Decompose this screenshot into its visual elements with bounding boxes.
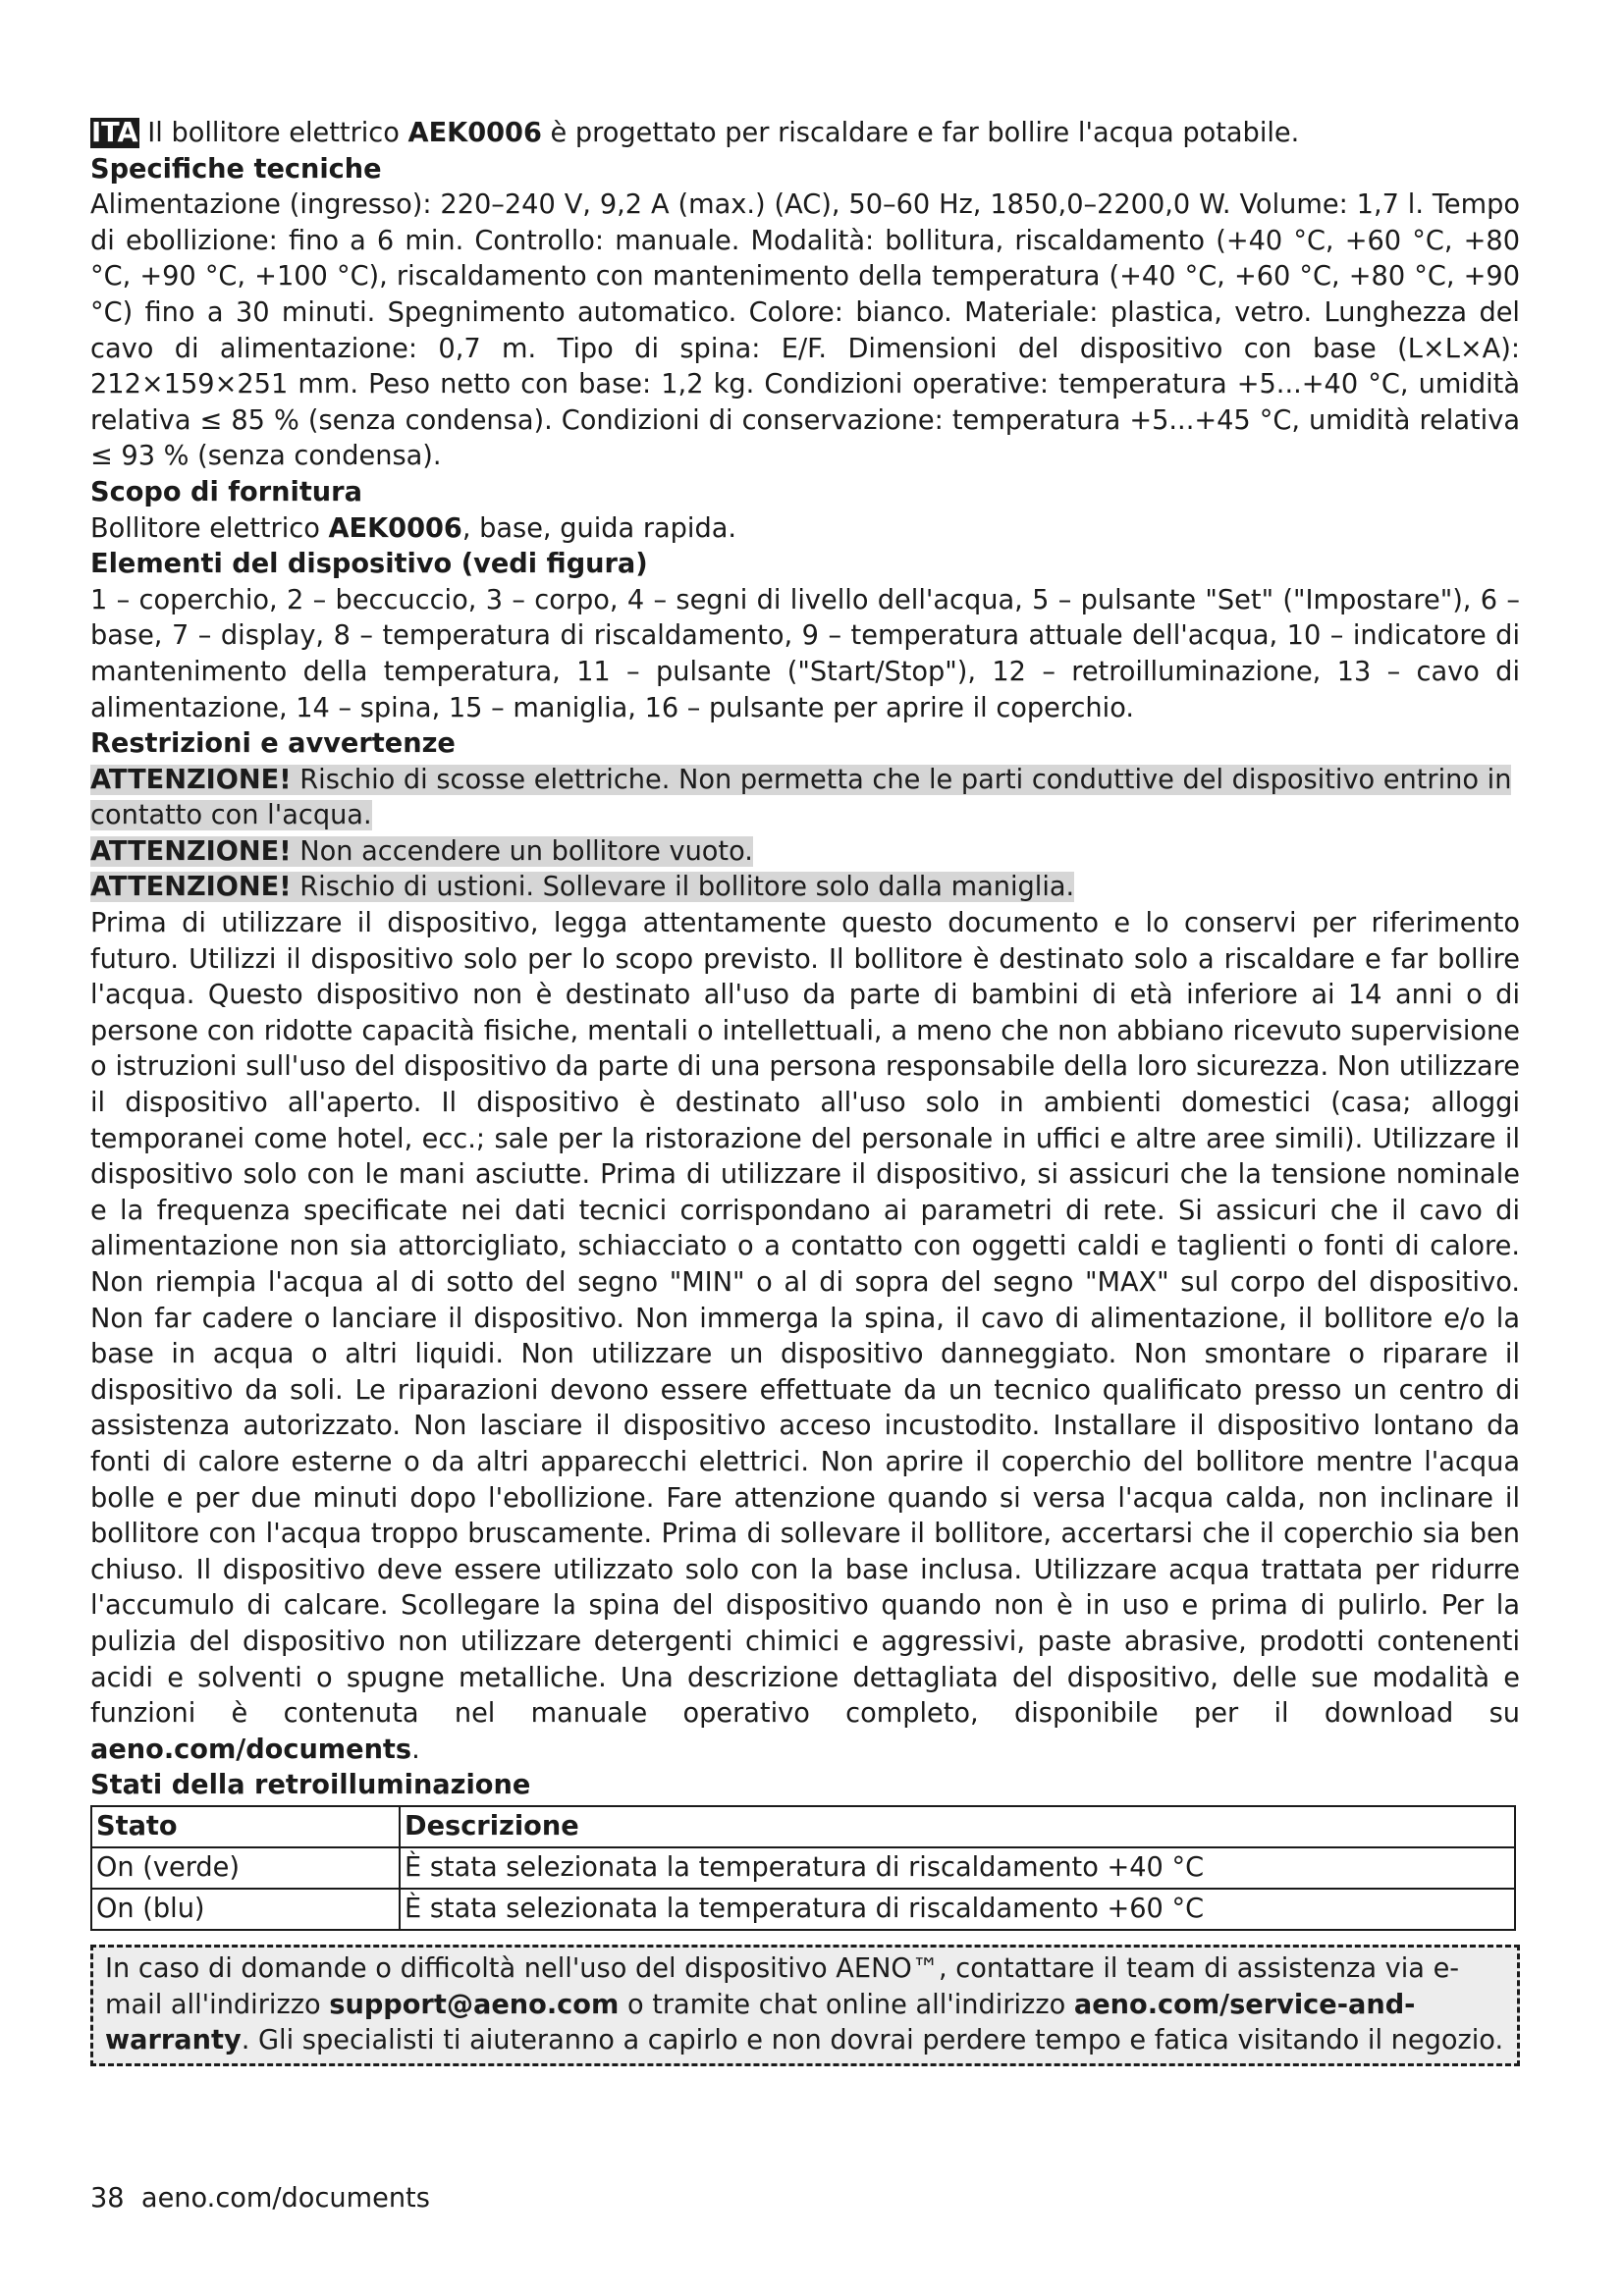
warnings-body — [90, 906, 1520, 1768]
warning-burns — [90, 870, 1520, 906]
warnings-body-text: Prima di utilizzare il dispositivo, legga attentamente questo documento e lo conservi per riferimento futuro. Utilizzi il dispositivo solo per lo scopo previsto. Il bollitore è destinato solo a riscaldare e far bollire l'acqua. Questo dispositivo non è destinato all'uso da parte di bambini di età inferiore ai 14 anni o di persone con ridotte capacità fisiche, mentali o intellettuali, a meno che non abbiano ricevuto supervisione o istruzioni sull'uso del dispositivo da parte di una persona responsabile della loro sicurezza. Non utilizzare il dispositivo all'aperto. Il dispositivo è destinato all'uso solo in ambienti domestici (casa; alloggi temporanei come hotel, ecc.; sale per la ristorazione del personale in uffici e altre aree simili). Utilizzare il dispositivo solo con le mani asciutte. Prima di utilizzare il dispositivo, si assicuri che la tensione nominale e la frequenza specificate nei dati tecnici corrispondano ai parametri di rete. Si assicuri che il cavo di alimentazione non sia attorcigliato, schiacciato o a contatto con oggetti caldi e taglienti o fonti di calore. Non riempia l'acqua al di sotto del segno "MIN" o al di sopra del segno "MAX" sul corpo del dispositivo. Non far cadere o lanciare il dispositivo. Non immerga la spina, il cavo di alimentazione, il bollitore e/o la base in acqua o altri liquidi. Non utilizzare un dispositivo danneggiato. Non smontare o riparare il dispositivo da soli. Le riparazioni devono essere effettuate da un tecnico qualificato presso un centro di assistenza autorizzato. Non lasciare il dispositivo acceso incustodito. Installare il dispositivo lontano da fonti di calore esterne o da altri apparecchi elettrici. Non aprire il coperchio del bollitore mentre l'acqua bolle e per due minuti dopo l'ebollizione. Fare attenzione quando si versa l'acqua calda, non inclinare il bollitore con l'acqua troppo bruscamente. Prima di sollevare il bollitore, accertarsi che il coperchio sia ben chiuso. Il dispositivo deve essere utilizzato solo con la base inclusa. Utilizzare acqua trattata per ridurre l'accumulo di calcare. Scollegare la spina del dispositivo quando non è in uso e prima di pulirlo. Per la pulizia del dispositivo non utilizzare detergenti chimici e aggressivi, paste abrasive, prodotti contenenti acidi e solventi o spugne metalliche. Una descrizione dettagliata del dispositivo, delle sue modalità e funzioni è contenuta nel manuale operativo completo, disponibile per il download su — [90, 908, 1520, 1730]
model-name: AEK0006 — [407, 118, 542, 148]
warning-text-2: Non accendere un bollitore vuoto. — [291, 835, 753, 867]
footer-site: aeno.com/documents — [140, 2183, 430, 2214]
table-cell-description: È stata selezionata la temperatura di riscaldamento +40 °C — [400, 1847, 1515, 1889]
support-text-mid: o tramite chat online all'indirizzo — [619, 1989, 1074, 2020]
document-page — [90, 116, 1520, 2066]
warnings-heading: Restrizioni e avvertenze — [90, 728, 456, 760]
service-warranty-link[interactable]: aeno.com/service-and-warranty — [105, 1989, 1416, 2056]
elements-heading: Elementi del dispositivo (vedi figura) — [90, 549, 648, 580]
intro-text-post: è progettato per riscaldare e far bollire l'acqua potabile. — [541, 118, 1300, 148]
support-email-link[interactable]: support@aeno.com — [329, 1989, 620, 2020]
table-cell-description: È stata selezionata la temperatura di riscaldamento +60 °C — [400, 1889, 1515, 1930]
table-header-stato: Stato — [91, 1806, 400, 1847]
documents-link[interactable]: aeno.com/documents — [90, 1734, 412, 1765]
supply-text — [90, 511, 1520, 548]
table-cell-state: On (blu) — [91, 1889, 400, 1930]
warning-text-1: Rischio di scosse elettriche. Non permetta che le parti conduttive del dispositivo entrino in contatto con l'acqua. — [90, 764, 1512, 831]
support-text-post: . Gli specialisti ti aiuteranno a capirlo e non dovrai perdere tempo e fatica visitando il negozio. — [241, 2025, 1504, 2056]
backlight-heading: Stati della retroilluminazione — [90, 1770, 531, 1801]
language-tag: ITA — [91, 118, 138, 148]
support-text-pre: In caso di domande o difficoltà nell'uso del dispositivo AENO™, contattare il team di assistenza via e-mail all'indirizzo — [105, 1952, 1460, 2020]
page-number: 38 — [90, 2183, 125, 2214]
warning-text-3: Rischio di ustioni. Sollevare il bollitore solo dalla maniglia. — [291, 872, 1075, 903]
warnings-body-end: . — [411, 1734, 420, 1765]
supply-heading: Scopo di fornitura — [90, 476, 362, 507]
elements-text: 1 – coperchio, 2 – beccuccio, 3 – corpo, 4 – segni di livello dell'acqua, 5 – pulsante "Set" ("Impostare"), 6 – base, 7 – display, 8 – temperatura di riscaldamento, 9 – temperatura attuale dell'acqua, 10 – indicatore di mantenimento della temperatura, 11 – pulsante ("Start/Stop"), 12 – retroilluminazione, 13 – cavo di alimentazione, 14 – spina, 15 – maniglia, 16 – pulsante per aprire il coperchio. — [90, 584, 1520, 723]
page-footer — [90, 2183, 430, 2214]
backlight-table — [90, 1805, 1516, 1931]
supply-text-pre: Bollitore elettrico — [90, 512, 329, 544]
table-row — [91, 1847, 1515, 1889]
table-row — [91, 1889, 1515, 1930]
warning-label: ATTENZIONE! — [90, 835, 292, 867]
supply-model: AEK0006 — [328, 512, 462, 544]
table-header-descrizione: Descrizione — [400, 1806, 1515, 1847]
support-box — [90, 1945, 1520, 2066]
intro-text-pre: Il bollitore elettrico — [138, 118, 408, 148]
supply-text-post: , base, guida rapida. — [461, 512, 737, 544]
warning-empty-kettle — [90, 834, 1520, 871]
warning-label: ATTENZIONE! — [90, 764, 292, 795]
table-header-row — [91, 1806, 1515, 1847]
intro-paragraph — [90, 116, 1520, 152]
warning-electric-shock — [90, 763, 1520, 834]
warning-label: ATTENZIONE! — [90, 872, 292, 903]
specs-heading: Specifiche tecniche — [90, 153, 382, 185]
table-cell-state: On (verde) — [91, 1847, 400, 1889]
specs-text: Alimentazione (ingresso): 220–240 V, 9,2 A (max.) (AC), 50–60 Hz, 1850,0–2200,0 W. Volume: 1,7 l. Tempo di ebollizione: fino a 6 min. Controllo: manuale. Modalità: bollitura, riscaldamento (+40 °C, +60 °C, +80 °C, +90 °C, +100 °C), riscaldamento con mantenimento della temperatura (+40 °C, +60 °C, +80 °C, +90 °C) fino a 30 minuti. Spegnimento automatico. Colore: bianco. Materiale: plastica, vetro. Lunghezza del cavo di alimentazione: 0,7 m. Tipo di spina: E/F. Dimensioni del dispositivo con base (L×L×A): 212×159×251 mm. Peso netto con base: 1,2 kg. Condizioni operative: temperatura +5...+40 °C, umidità relativa ≤ 85 % (senza condensa). Condizioni di conservazione: temperatura +5...+45 °C, umidità relativa ≤ 93 % (senza condensa). — [90, 189, 1520, 472]
